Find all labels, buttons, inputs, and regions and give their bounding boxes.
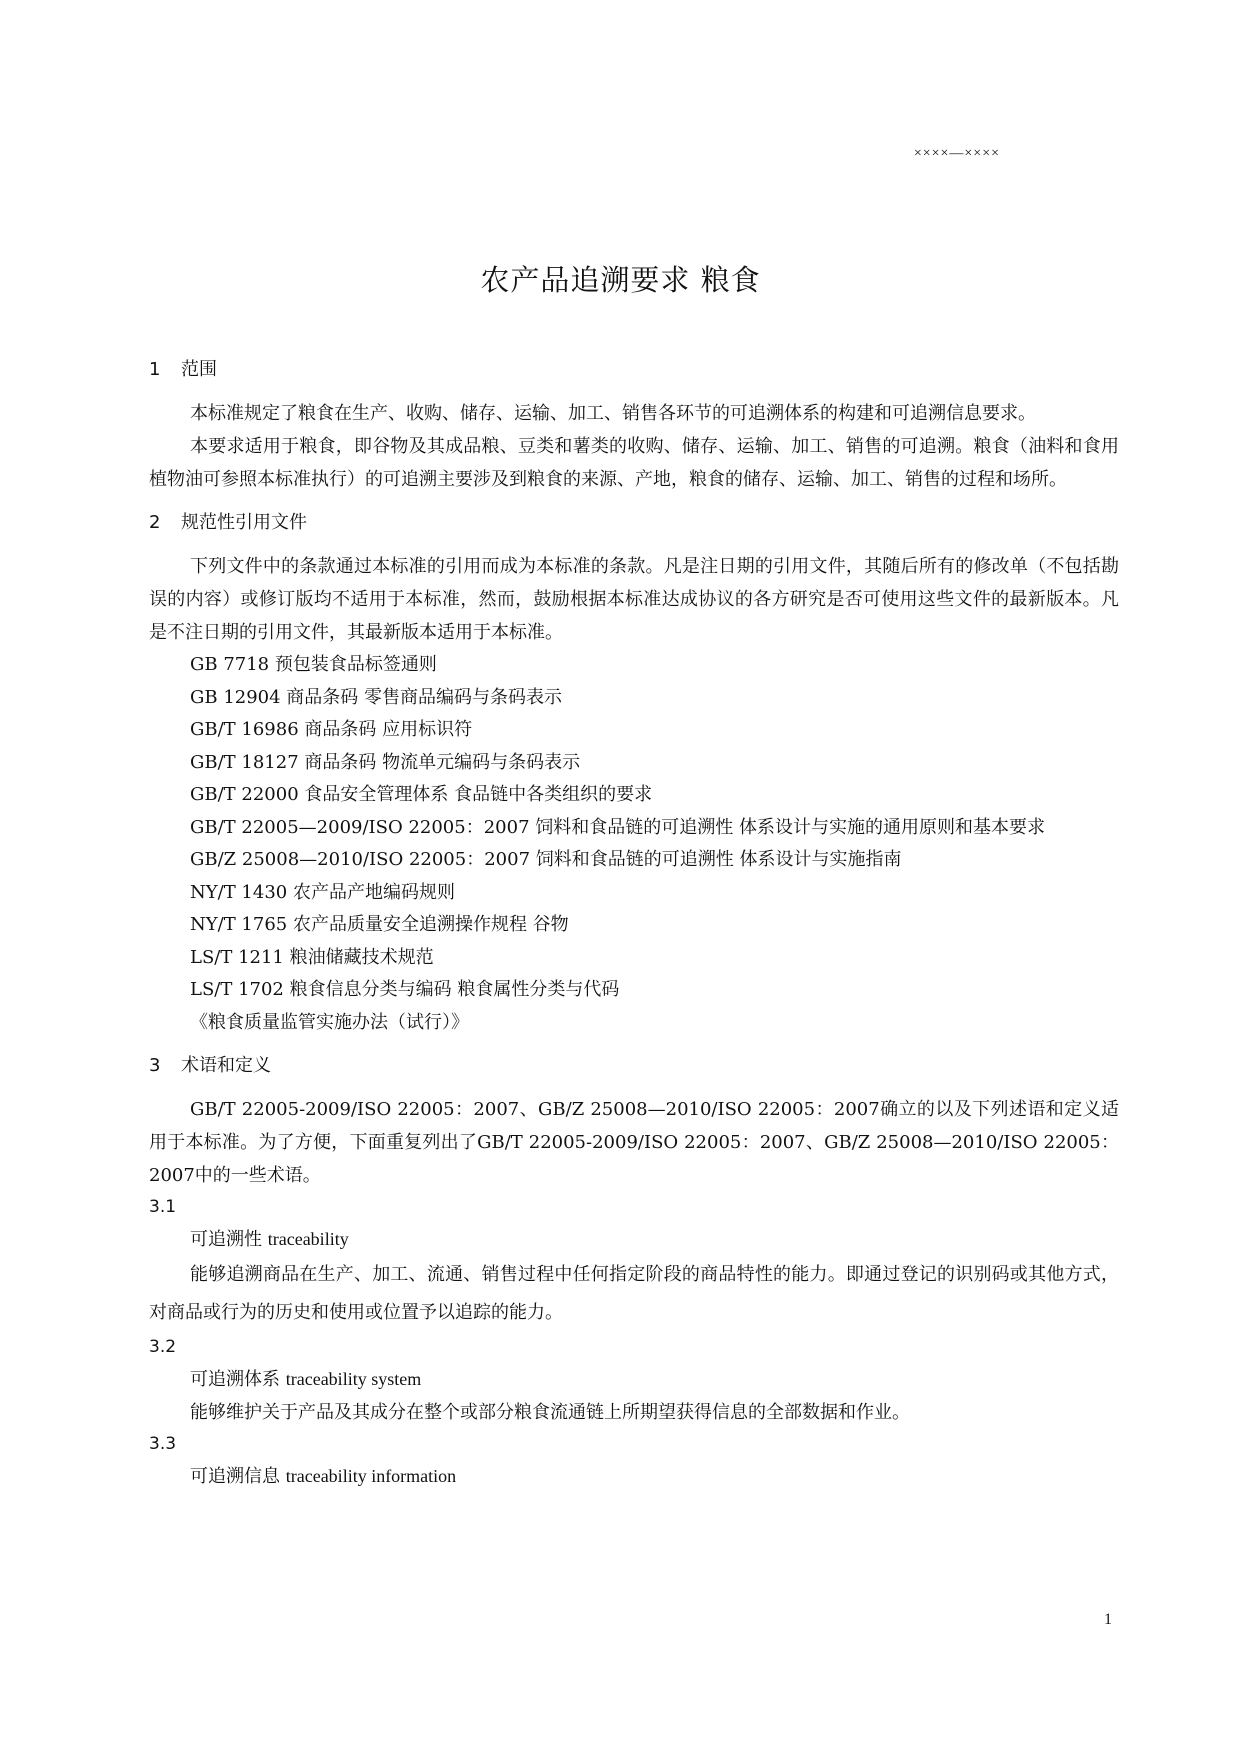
term-entry	[149, 1192, 1119, 1332]
document-code: ××××—××××	[913, 146, 1000, 161]
term-definition: 能够维护关于产品及其成分在整个或部分粮食流通链上所期望获得信息的全部数据和作业。	[190, 1402, 910, 1423]
term-zh: 可追溯体系	[190, 1369, 280, 1390]
section-number: 3	[149, 1055, 161, 1076]
paragraph: 本标准规定了粮食在生产、收购、储存、运输、加工、销售各环节的可追溯体系的构建和可追溯信息要求。	[190, 403, 1036, 424]
reference-item: NY/T 1765 农产品质量安全追溯操作规程 谷物	[190, 914, 569, 935]
term-en: traceability system	[285, 1369, 422, 1389]
term-name	[149, 1223, 1119, 1256]
document-body	[149, 355, 1119, 1493]
section-title: 规范性引用文件	[181, 512, 307, 533]
section-number: 2	[149, 512, 161, 533]
term-name	[149, 1363, 1119, 1396]
reference-item: GB/Z 25008—2010/ISO 22005：2007 饲料和食品链的可追溯性 体系设计与实施指南	[190, 849, 902, 870]
reference-item: GB/T 22000 食品安全管理体系 食品链中各类组织的要求	[190, 784, 653, 805]
section-normative-references	[149, 508, 1119, 1039]
reference-item: GB 7718 预包装食品标签通则	[190, 654, 437, 675]
term-en: traceability information	[285, 1466, 457, 1486]
reference-item: LS/T 1702 粮食信息分类与编码 粮食属性分类与代码	[190, 979, 620, 1000]
term-name	[149, 1460, 1119, 1493]
section-heading	[149, 355, 1119, 385]
term-entry	[149, 1332, 1119, 1429]
term-entry	[149, 1429, 1119, 1493]
term-number: 3.1	[149, 1197, 177, 1217]
term-zh: 可追溯信息	[190, 1466, 280, 1487]
paragraph: GB/T 22005-2009/ISO 22005：2007、GB/Z 25008—2010/ISO 22005：2007确立的以及下列述语和定义适用于本标准。为了方便，下面重复列出了GB/T 22005-2009/ISO 22005：2007、GB/Z 25008—2010/ISO 22005：2007中的一些术语。	[149, 1099, 1119, 1186]
reference-item: LS/T 1211 粮油储藏技术规范	[190, 946, 434, 968]
reference-list	[149, 649, 1119, 1039]
section-terms-definitions	[149, 1051, 1119, 1493]
term-number: 3.2	[149, 1337, 177, 1357]
section-number: 1	[149, 359, 161, 380]
reference-item: GB/T 22005—2009/ISO 22005：2007 饲料和食品链的可追溯性 体系设计与实施的通用原则和基本要求	[190, 816, 1045, 838]
section-heading	[149, 508, 1119, 538]
section-heading	[149, 1051, 1119, 1081]
reference-item: 《粮食质量监管实施办法（试行）》	[190, 1011, 469, 1033]
term-en: traceability	[267, 1229, 349, 1249]
reference-item: NY/T 1430 农产品产地编码规则	[190, 881, 455, 903]
section-scope	[149, 355, 1119, 496]
paragraph: 下列文件中的条款通过本标准的引用而成为本标准的条款。凡是注日期的引用文件，其随后所有的修改单（不包括勘误的内容）或修订版均不适用于本标准，然而，鼓励根据本标准达成协议的各方研究是否可使用这些文件的最新版本。凡是不注日期的引用文件，其最新版本适用于本标准。	[149, 556, 1119, 643]
reference-item: GB/T 18127 商品条码 物流单元编码与条码表示	[190, 751, 581, 773]
paragraph: 本要求适用于粮食，即谷物及其成品粮、豆类和薯类的收购、储存、运输、加工、销售的可追溯。粮食（油料和食用植物油可参照本标准执行）的可追溯主要涉及到粮食的来源、产地，粮食的储存、运输、加工、销售的过程和场所。	[149, 436, 1119, 490]
section-title: 范围	[181, 359, 217, 380]
term-number: 3.3	[149, 1434, 177, 1454]
page-number: 1	[1104, 1611, 1112, 1628]
term-zh: 可追溯性	[190, 1229, 262, 1250]
reference-item: GB/T 16986 商品条码 应用标识符	[190, 719, 473, 740]
term-definition: 能够追溯商品在生产、加工、流通、销售过程中任何指定阶段的商品特性的能力。即通过登记的识别码或其他方式，对商品或行为的历史和使用或位置予以追踪的能力。	[149, 1264, 1119, 1323]
reference-item: GB 12904 商品条码 零售商品编码与条码表示	[190, 686, 563, 708]
document-title: 农产品追溯要求 粮食	[480, 263, 761, 297]
section-title: 术语和定义	[181, 1055, 271, 1076]
